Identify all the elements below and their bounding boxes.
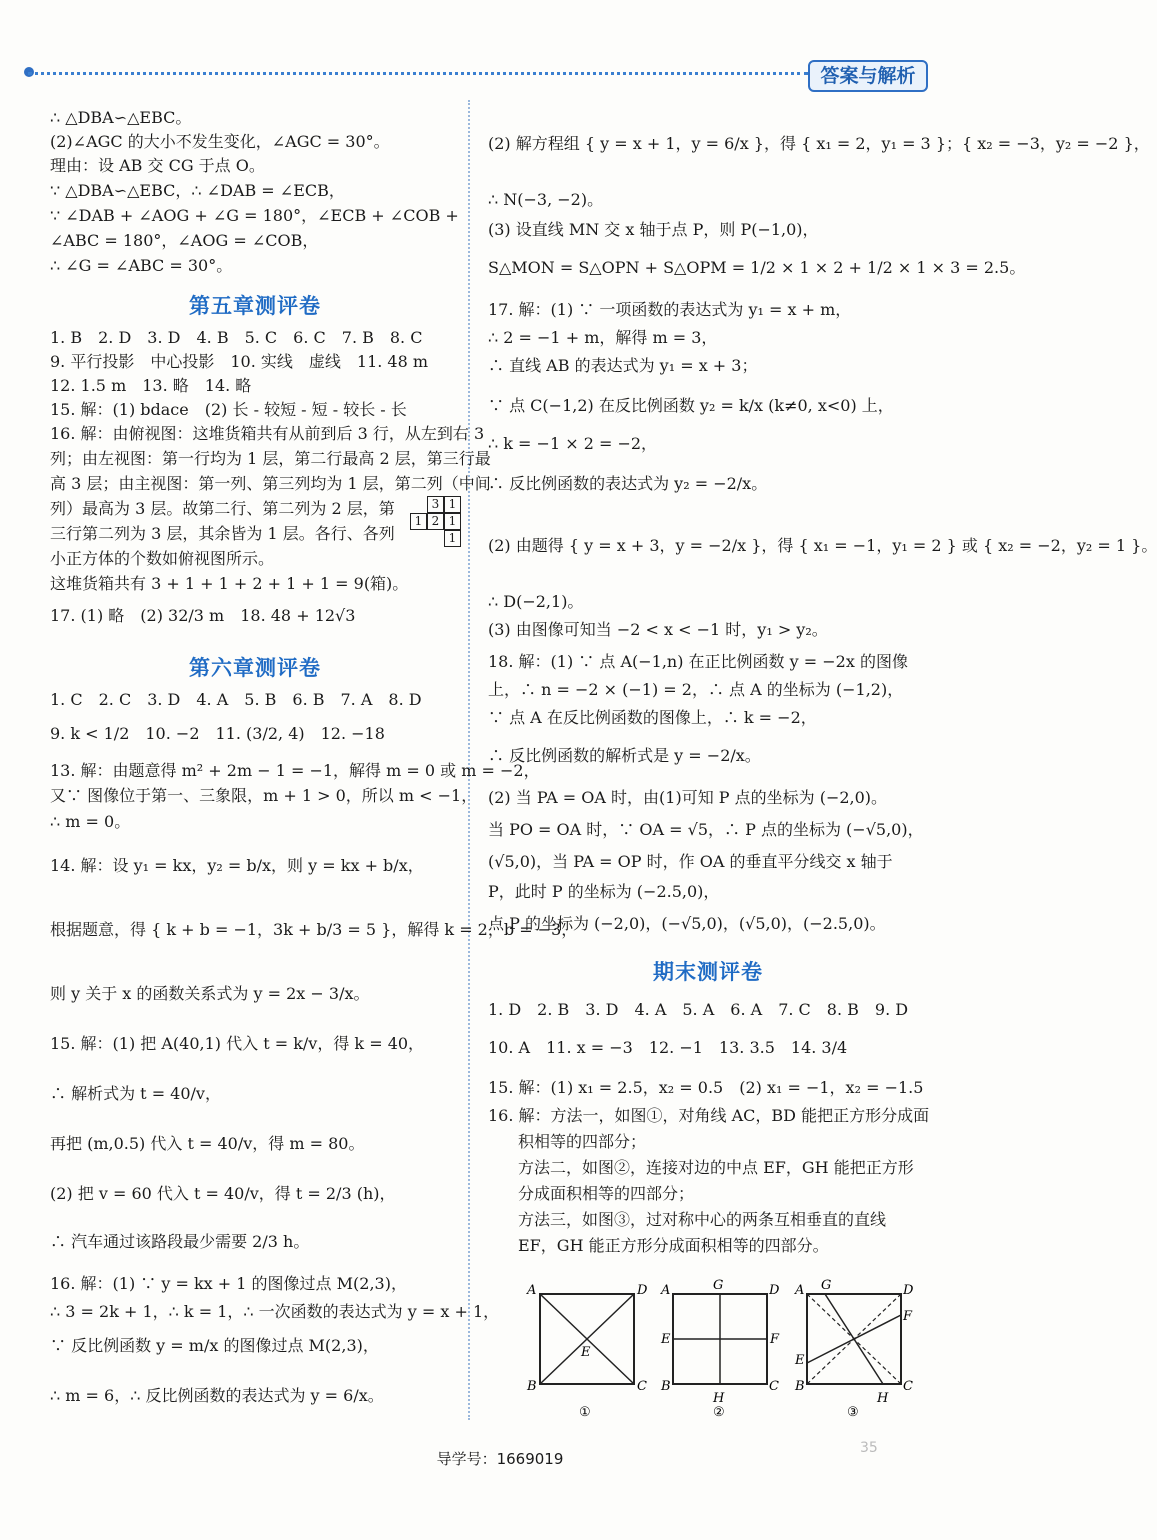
answer-line: ∵ 反比例函数 y = m/x 的图像过点 M(2,3)， (50, 1336, 379, 1355)
answer-line: 则 y 关于 x 的函数关系式为 y = 2x − 3/x。 (50, 984, 370, 1003)
square-figures (525, 1278, 925, 1418)
answer-line: 方法二，如图②，连接对边的中点 EF，GH 能把正方形 (518, 1158, 914, 1177)
text-line: 上，∴ n = −2 × (−1) = 2，∴ 点 A 的坐标为 (−1,2)， (488, 680, 904, 699)
fig-label: A (661, 1283, 671, 1298)
answer-line: ∴ m = 0。 (50, 812, 131, 831)
text-line: ∴ 直线 AB 的表达式为 y₁ = x + 3； (488, 356, 758, 375)
fig-label: D (637, 1283, 648, 1298)
line-ef (807, 1315, 901, 1363)
answer-line: 16. 解：由俯视图：这堆货箱共有从前到后 3 行，从左到右 3 (50, 424, 485, 443)
fig-label: G (713, 1278, 724, 1293)
answer-line: 1. B 2. D 3. D 4. B 5. C 6. C 7. B 8. C (50, 328, 423, 347)
answer-line: 10. A 11. x = −3 12. −1 13. 3.5 14. 3/4 (488, 1038, 848, 1057)
final-exam-heading: 期末测评卷 (653, 960, 763, 984)
grid-cell: 1 (444, 513, 461, 530)
answer-line: 13. 解：由题意得 m² + 2m − 1 = −1，解得 m = 0 或 m = −2， (50, 761, 540, 780)
text-line: (3) 设直线 MN 交 x 轴于点 P，则 P(−1,0)， (488, 220, 819, 239)
fig-label: A (795, 1283, 805, 1298)
text-line: 当 PO = OA 时，∵ OA = √5，∴ P 点的坐标为 (−√5,0)， (488, 820, 924, 839)
grid-cell: 1 (444, 496, 461, 513)
answer-line: ∴ 汽车通过该路段最少需要 2/3 h。 (50, 1232, 310, 1251)
fig-label: H (713, 1391, 725, 1406)
text-line: ∴ 2 = −1 + m，解得 m = 3， (488, 328, 718, 347)
chapter5-heading: 第五章测评卷 (189, 294, 321, 318)
grid-cell: 1 (444, 530, 461, 547)
answer-line: 又∵ 图像位于第一、三象限，m + 1 > 0，所以 m < −1， (50, 786, 478, 805)
answer-line: 1. D 2. B 3. D 4. A 5. A 6. A 7. C 8. B 9. D (488, 1000, 909, 1019)
chapter6-heading: 第六章测评卷 (189, 656, 321, 680)
column-divider (468, 100, 470, 1420)
answer-line: 17. (1) 略 (2) 32/3 m 18. 48 + 12√3 (50, 606, 356, 625)
text-line: ∠ABC = 180°，∠AOG = ∠COB， (50, 231, 319, 250)
answer-line: 16. 解：方法一，如图①，对角线 AC，BD 能把正方形分成面 (488, 1106, 930, 1125)
text-line: (2)∠AGC 的大小不发生变化，∠AGC = 30°。 (50, 132, 390, 151)
text-line: 理由：设 AB 交 CG 于点 O。 (50, 156, 265, 175)
answer-line: 列）最高为 3 层。故第二行、第二列为 2 层，第 (50, 499, 395, 518)
text-line: ∵ 点 C(−1,2) 在反比例函数 y₂ = k/x (k≠0, x<0) 上， (488, 396, 894, 415)
answer-line: ∴ m = 6，∴ 反比例函数的表达式为 y = 6/x。 (50, 1386, 384, 1405)
answer-line: 三行第二列为 3 层，其余皆为 1 层。各行、各列 (50, 524, 395, 543)
answer-line: 列；由左视图：第一行均为 1 层，第二行最高 2 层，第三行最 (50, 449, 491, 468)
text-line: ∴ k = −1 × 2 = −2， (488, 434, 658, 453)
answer-line: 1. C 2. C 3. D 4. A 5. B 6. B 7. A 8. D (50, 690, 422, 709)
text-line: ∵ 点 A 在反比例函数的图像上，∴ k = −2， (488, 708, 817, 727)
fig-label: F (770, 1332, 780, 1347)
answer-line: 高 3 层；由主视图：第一列、第三列均为 1 层，第二列（中间 (50, 474, 491, 493)
fig-label: C (637, 1379, 647, 1394)
fig-number: ③ (847, 1405, 859, 1420)
section-badge: 答案与解析 (808, 60, 928, 92)
answer-line: 积相等的四部分； (518, 1132, 647, 1151)
text-line: S△MON = S△OPN + S△OPM = 1/2 × 1 × 2 + 1/2 × 1 × 3 = 2.5。 (488, 258, 1026, 277)
answer-line: 15. 解：(1) bdace (2) 长 - 较短 - 短 - 较长 - 长 (50, 400, 407, 419)
text-line: (3) 由图像可知当 −2 < x < −1 时，y₁ > y₂。 (488, 620, 828, 639)
grid-cell: 2 (427, 513, 444, 530)
text-line: (2) 当 PA = OA 时，由(1)可知 P 点的坐标为 (−2,0)。 (488, 788, 888, 807)
fig-label: B (795, 1379, 805, 1394)
answer-line: 分成面积相等的四部分； (518, 1184, 695, 1203)
grid-cell: 1 (410, 513, 427, 530)
grid-cell: 3 (427, 496, 444, 513)
answer-line: 根据题意，得 { k + b = −1，3k + b/3 = 5 }，解得 k = 2，b = −3， (50, 920, 578, 939)
fig-label: B (661, 1379, 671, 1394)
fig-label: C (903, 1379, 913, 1394)
fig-label: A (527, 1283, 537, 1298)
fig-label: B (527, 1379, 537, 1394)
answer-line: (2) 把 v = 60 代入 t = 40/v，得 t = 2/3 (h)， (50, 1184, 396, 1203)
answer-line: 9. k < 1/2 10. −2 11. (3/2, 4) 12. −18 (50, 724, 385, 743)
fig-label: E (581, 1345, 591, 1360)
text-line: ∴ △DBA∽△EBC。 (50, 108, 192, 127)
answer-line: 16. 解：(1) ∵ y = kx + 1 的图像过点 M(2,3)， (50, 1274, 407, 1293)
answer-line: 12. 1.5 m 13. 略 14. 略 (50, 376, 252, 395)
fig-number: ② (713, 1405, 725, 1420)
answer-line: ∴ 3 = 2k + 1，∴ k = 1，∴ 一次函数的表达式为 y = x + 1， (50, 1302, 500, 1321)
fig-label: G (821, 1278, 832, 1293)
fig-label: F (903, 1309, 913, 1324)
answer-line: 15. 解：(1) 把 A(40,1) 代入 t = k/v，得 k = 40， (50, 1034, 425, 1053)
text-line: ∵ ∠DAB + ∠AOG + ∠G = 180°，∠ECB + ∠COB + (50, 206, 459, 225)
answer-line: EF，GH 能正方形分成面积相等的四部分。 (518, 1236, 829, 1255)
fig-label: D (903, 1283, 914, 1298)
text-line: (√5,0)，当 PA = OP 时，作 OA 的垂直平分线交 x 轴于 (488, 852, 893, 871)
text-line: 18. 解：(1) ∵ 点 A(−1,n) 在正比例函数 y = −2x 的图像 (488, 652, 908, 671)
answer-line: 小正方体的个数如俯视图所示。 (50, 549, 275, 568)
text-line: ∴ 反比例函数的表达式为 y₂ = −2/x。 (488, 474, 768, 493)
answer-line: 这堆货箱共有 3 + 1 + 1 + 2 + 1 + 1 = 9(箱)。 (50, 574, 409, 593)
fig-label: C (769, 1379, 779, 1394)
answer-line: 15. 解：(1) x₁ = 2.5，x₂ = 0.5 (2) x₁ = −1，x₂ = −1.5 (488, 1078, 924, 1097)
text-line: ∴ D(−2,1)。 (488, 592, 584, 611)
answer-line: 14. 解：设 y₁ = kx，y₂ = b/x，则 y = kx + b/x， (50, 856, 424, 875)
text-line: ∴ ∠G = ∠ABC = 30°。 (50, 256, 233, 275)
text-line: ∵ △DBA∽△EBC，∴ ∠DAB = ∠ECB， (50, 181, 345, 200)
fig-label: H (877, 1391, 889, 1406)
answer-line: 方法三，如图③，过对称中心的两条互相垂直的直线 (518, 1210, 887, 1229)
footer-guide-number: 导学号：1669019 (436, 1450, 564, 1468)
answer-line: ∴ 解析式为 t = 40/v， (50, 1084, 221, 1103)
text-line: 点 P 的坐标为 (−2,0)，(−√5,0)，(√5,0)，(−2.5,0)。 (488, 914, 886, 933)
page-number: 35 (860, 1440, 878, 1456)
text-line: 17. 解：(1) ∵ 一项函数的表达式为 y₁ = x + m， (488, 300, 852, 319)
fig-label: E (795, 1353, 805, 1368)
text-line: P，此时 P 的坐标为 (−2.5,0)， (488, 882, 720, 901)
text-line: (2) 由题得 { y = x + 3，y = −2/x }，得 { x₁ = −1，y₁ = 2 } 或 { x₂ = −2，y₂ = 1 }。 (488, 536, 1157, 555)
text-line: ∴ N(−3, −2)。 (488, 190, 604, 209)
fig-label: E (661, 1332, 671, 1347)
answer-line: 再把 (m,0.5) 代入 t = 40/v，得 m = 80。 (50, 1134, 365, 1153)
text-line: ∴ 反比例函数的解析式是 y = −2/x。 (488, 746, 761, 765)
text-line: (2) 解方程组 { y = x + 1，y = 6/x }，得 { x₁ = 2，y₁ = 3 }；{ x₂ = −3，y₂ = −2 }， (488, 134, 1150, 153)
fig-label: D (769, 1283, 780, 1298)
header-rule (28, 72, 808, 75)
fig-number: ① (579, 1405, 591, 1420)
answer-line: 9. 平行投影 中心投影 10. 实线 虚线 11. 48 m (50, 352, 429, 371)
